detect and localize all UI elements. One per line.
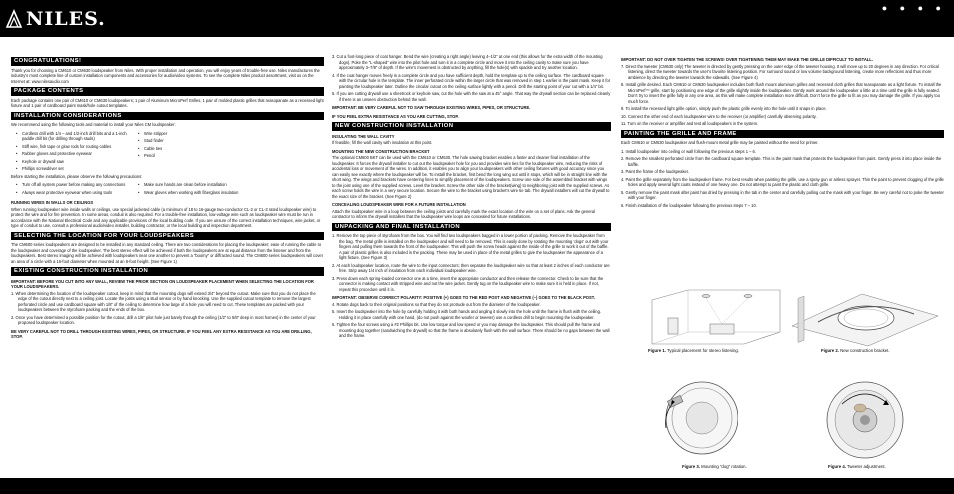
list-item: 3. Cut a foot-long piece of coat hanger. Bend the wire (creating a right angle) leaving 4–1/2” at one end (this allows for the extra width of the mounting dogs). Poke the “L-shaped” wire into the pilot hole and turn it in a complete circle and move it into the ceiling cavity to make sure you have approximately 3–7/8” of depth. If the wire’s movement is obstructed by anything, fill the hole(s) with spackle and try another location.	[332, 54, 603, 70]
list-item: • Always wear protective eyewear when using tools	[22, 190, 127, 196]
subheading-running-wires: RUNNING WIRES IN WALLS OR CEILINGS	[11, 200, 94, 205]
congratulations-text: Thank you for choosing a CM610 or CM630 loudspeaker from Niles. With proper installation and operation, you will enjoy years of trouble-free use. Niles manufactures the industry’s most complete line of custom installation components and accessories for audio/video systems. To see the complete Niles product assortment, visit us on the Internet at: www.nilesaudio.com	[11, 67, 320, 84]
subheading-mounting-bracket: MOUNTING THE NEW CONSTRUCTION BRACKET	[332, 148, 430, 154]
list-item: 9. To install the recessed light grille option, simply push the plastic grille evenly into the hole until it snaps in place.	[621, 106, 827, 111]
column-middle	[332, 54, 611, 341]
list-item: 5. Gently remove the paint mask after paint has dried by pressing in the tab in the center and carefully pulling out the mask with your finger. Be very careful not to poke the tweeter with your finger.	[621, 189, 944, 200]
concealing-wire-text: Attach the loudspeaker wire in a loop between the ceiling joists and carefully mark the exact location of the wire on a set of plans. Ask the general contractor to inform the drywall installers that the loudspeaker wire loops are concealed for future installations.	[332, 208, 596, 219]
list-item: 7. Direct the tweeter (CM630 only) The tweeter is directed by gently pressing on the outer edge of the tweeter housing. It will move up to 20 degrees in any direction. For critical listening, direct the tweeter towards the user’s favorite listening position. For surround sound or low volume background listening, create more reflections and thus more ambience by directing the tweeter towards the sidewalls. (See Figure 4)	[621, 63, 939, 80]
resistance-warning: IF YOU FEEL EXTRA RESISTANCE AS YOU ARE CUTTING, STOP.	[332, 113, 459, 119]
list-item: • Keyhole or drywall saw	[22, 159, 127, 165]
existing-steps-continued	[332, 54, 611, 102]
list-item: • Stiff wire, fish tape or glow rods for routing cables	[22, 144, 127, 150]
list-item: 2. At each loudspeaker location, route the wire to the input connectors; then separate the loudspeaker wire so that at least 2 inches of each conductor are free. Strip away 1/4 inch of insulation from each individual loudspeaker wire.	[332, 262, 610, 273]
precautions-list-right	[133, 182, 253, 197]
list-item: 2. Once you have determined a possible position for the cutout, drill a 1/8” pilot hole just barely through the ceiling (1/2” to 5/8” deep in most homes) in the center of your proposed loudspeaker location.	[11, 314, 316, 325]
list-item: 6. Tighten the four screws using a #2 Phillips bit. Use low torque and low speed or you may damage the loudspeaker. This should pull the frame and mounting dog together (sandwiching the drywall) so that the frame is absolutely flush with the wall surface. There should be no gaps between the wall and the frame.	[332, 322, 610, 338]
painting-intro: Each CM610 or CM630 loudspeaker and flush-mount metal grille may be painted without the need for primer.	[621, 140, 819, 145]
figure-4-caption	[828, 464, 886, 469]
figure-4-tweeter-diagram	[820, 378, 910, 462]
existing-steps	[11, 291, 324, 326]
list-item: • Stud finder	[144, 138, 253, 144]
selecting-location-text: The CM600 series loudspeakers are designed to be installed in any standard ceiling. There are two considerations for placing the loudspeaker; ease of running the cable to the loudspeaker and coverage of the loudspeaker. The best stereo effect will be achieved if both the loudspeakers are at equal distance from the listener and from the loudspeakers. Best stereo imaging will be achieved with loudspeakers near one another to prevent a “boomy” or diffracted sound. The CM600 series loudspeakers will cover an area of a circle with a 16-foot diameter when mounted at an 8-foot height. (See Figure 1)	[11, 242, 324, 264]
list-item: 11. Turn on the receiver or amplifier and test all loudspeakers in the system.	[621, 121, 759, 126]
section-header-new-construction: NEW CONSTRUCTION INSTALLATION	[332, 122, 611, 131]
subheading-insulating: INSULATING THE WALL CAVITY	[332, 133, 395, 139]
figure-4-number: Figure 4.	[828, 464, 846, 469]
existing-important: IMPORTANT: BEFORE YOU CUT INTO ANY WALL, REVIEW THE PRIOR SECTION ON LOUDSPEAKER PLACEMENT WHEN SELECTING THE LOCATION FOR YOUR LOUDSPEAKERS.	[11, 278, 314, 289]
list-item: • Phillips screwdriver set	[22, 166, 127, 172]
list-item: • Pencil	[144, 153, 253, 159]
running-wires-text: When running loudspeaker wire inside walls or ceilings, use special jacketed cable (a minimum of 18 to 16-gauge two-conductor CL-2 or CL-3 rated loudspeaker wire) to protect the wire and for fire prevention. In some areas, conduit is also required. For a trouble-free installation, low-voltage wire such as loudspeaker wire must be run in accordance with the National Electrical Code and any applicable provisions of the local building code. If you are unsure of the correct installation techniques, wire jacket, or type of conduit to use, consult a professional audio/video installer, building contractor, or the local building and inspection department.	[11, 206, 321, 228]
final-steps	[621, 64, 944, 127]
tools-list-left	[11, 131, 127, 174]
tools-list	[11, 131, 324, 174]
figure-4-text: Tweeter adjustment.	[847, 464, 886, 469]
list-item: • Rubber gloves and protective eyewear	[22, 151, 127, 157]
list-item: 4. If the coat hanger moves freely in a complete circle and you have sufficient depth, hold the template up to the ceiling surface. The cardboard square with the circular hole is the template. The inner perforated circle within the larger circle that was removed in step 1 earlier is the paint mask. Keep it for painting the loudspeaker later. Outline the circular cutout on the ceiling surface lightly with a pencil. Drill the starting point of your cut with a 1/4” bit.	[332, 72, 611, 89]
brand-name: NILES.	[26, 8, 106, 30]
precautions-intro: Before starting the installation, please observe the following precautions:	[11, 173, 143, 179]
figures-area	[648, 286, 944, 472]
section-header-congratulations: CONGRATULATIONS!	[11, 57, 324, 66]
list-item: • Make sure hands are clean before installation	[144, 182, 253, 188]
section-header-painting: PAINTING THE GRILLE AND FRAME	[621, 130, 944, 139]
list-item: 4. Rotate dogs back to their original positions so that they do not protrude out from the diameter of the loudspeaker.	[332, 301, 541, 307]
precautions-list	[11, 182, 324, 197]
figure-2-bracket-diagram	[788, 286, 944, 348]
section-header-installation-considerations: INSTALLATION CONSIDERATIONS	[11, 112, 324, 121]
column-right	[621, 54, 944, 210]
figure-1-room-diagram	[648, 288, 786, 346]
figure-3-caption	[682, 464, 747, 469]
painting-steps	[621, 149, 944, 209]
niles-emblem-icon	[5, 9, 23, 29]
list-item: 1. Remove the top piece of styrofoam from the box. You will find two loudspeakers bagged in a lower portion of packing. Remove the loudspeaker from the bag. The metal grille is installed on the loudspeaker and will need to be removed. This is easily done by rotating the mounting ‘dogs’ out with your fingers and pulling them towards the front of the loudspeaker. This will push the screw heads against the inside of the grille to work it out of the baffle. A pair of plastic grilles is also included in the packing. These may be used in place of the metal grilles to give the loudspeaker the appearance of a light fixture. (See Figure 3)	[332, 233, 609, 260]
list-item: 10. Connect the other end of each loudspeaker wire to the receiver (or amplifier) carefully observing polarity.	[621, 113, 817, 119]
insulating-text: If feasible, fill the wall cavity with insulation at this point.	[332, 140, 433, 145]
subheading-concealing-wire: CONCEALING LOUDSPEAKER WIRE FOR A FUTURE INSTALLATION	[332, 202, 466, 207]
figure-2-caption	[821, 348, 890, 353]
figure-3-mounting-dog-diagram	[662, 378, 738, 460]
section-header-unpacking: UNPACKING AND FINAL INSTALLATION	[332, 223, 611, 232]
unpacking-steps	[332, 233, 611, 292]
list-item: 1. Install loudspeaker into ceiling or wall following the previous steps 1 – 6.	[621, 148, 756, 154]
mounting-bracket-text: The optional CM600 BKT can be used with the CM610 or CM630. The hole sawing bracket enables a faster and cleaner final installation of the loudspeaker. It forces the drywall installer to cut out the loudspeaker hole for you and provides wire ties for the loudspeaker wire, reducing the risks of accidental loss or movement of the wires. In addition, it enables you to align your loudspeakers with other ceiling fixtures with good accuracy since you can easily see exactly where the loudspeaker will be. To install the bracket, first bend the long wing out until it stops, which will be in straight line with the short wing. The wings and brackets have centering lines to simplify placement of the loudspeakers. Screw one side of the assembled bracket with wings to the joist using one of the supplied screws. Level the bracket. Screw the other side of the bracket(wing) to neighboring joist with the supplied screws. As each screw holds the wire in a very secure location. Secure the wire to the bracket using bracket’s wire tie tab. The drywall installers will cut the drywall to the exact size of the bracket. (See Figure 2)	[332, 155, 610, 199]
installation-intro: We recommend using the following tools and material to install your Niles CM loudspeaker:	[11, 122, 176, 127]
list-item: 3. Paint the frame of the loudspeaker.	[621, 169, 690, 174]
list-item: 5. If you are cutting drywall use a sheetrock or keyhole saw, cut the hole with the saw at a 45° angle. That way the drywall section can be replaced cleanly if there is an unseen obstruction behind the wall.	[332, 91, 611, 102]
unpacking-steps-continued	[332, 302, 611, 339]
list-item: 4. Paint the grille separately from the loudspeaker frame. For best results when painting the grille, use a spray gun or airless sprayer. Thin the paint to prevent clogging of the grille holes and apply several light coats instead of one heavy one. Do not attempt to paint the plastic and cloth grille.	[621, 176, 944, 187]
list-item: 3. Press down each spring-loaded connector one at a time, insert the appropriate conductor and then release the connector. Check to be sure that the connector is making contact with stripped wire and not the wire jacket. Gently tug on the loudspeaker wire to make sure it is held in place. If not, repeat this procedure until it is.	[332, 275, 604, 292]
section-header-existing-construction: EXISTING CONSTRUCTION INSTALLATION	[11, 267, 324, 276]
list-item: • Wear gloves when working with fiberglass insulation	[144, 190, 253, 196]
figure-3-text: Mounting “dog” rotation.	[701, 464, 747, 469]
section-header-selecting-location: SELECTING THE LOCATION FOR YOUR LOUDSPEAKERS	[11, 232, 324, 241]
list-item: • Cordless drill with 1/4 – and 1/2-inch drill bits and a 1-inch paddle drill bit (for drilling through studs)	[22, 131, 127, 142]
list-item: • Wire stripper	[144, 131, 253, 137]
figure-3-number: Figure 3.	[682, 464, 700, 469]
figure-1-caption	[648, 348, 739, 353]
tools-list-right	[133, 131, 253, 174]
existing-warning: BE VERY CAREFUL NOT TO DRILL THROUGH EXISTING WIRES, PIPES, OR STRUCTURE. IF YOU FEEL ANY EXTRA RESISTANCE AS YOU ARE DRILLING, STOP.	[11, 328, 312, 339]
list-item: 6. Finish installation of the loudspeaker following the previous steps 7 – 10.	[621, 202, 757, 208]
list-item: 1. When determining the location of the loudspeaker cutout, keep in mind that the mounting dogs will extend 3/4” beyond the cutout. Make sure that you do not place the edge of the cutout directly next to a ceiling joist. Locate the joists using a stud sensor or by hand knocking. Use the supplied cutout template to remove the largest perforated circle and use cardboard square with 1/8” of the ceiling to determine how large of a hole you will need to cut. These templates are packed with your loudspeakers between the styrofoam packing and the ends of the box.	[11, 290, 316, 312]
list-item: 8. Install grille desired. Each CM610 or CM630 loudspeaker includes both flush mount aluminum grilles and recessed cloth grilles that reasopanate as a light fixture. To install the MicroPerf™ grille, start by positioning one edge of the grille slightly inside the loudspeaker. Gently work around the loudspeaker a little at a time until the grille is fully seated. Don’t try to insert the grille fully in any one area, as this will make complete installation more difficult. Don’t force the grille to fit as you may damage the grille. If you apply too much force.	[621, 82, 942, 104]
saw-warning: IMPORTANT: BE VERY CAREFUL NOT TO SAW THROUGH EXISTING WIRES, PIPES, OR STRUCTURE.	[332, 105, 531, 110]
header-bar	[0, 0, 954, 37]
list-item: 5. Insert the loudspeaker into the hole by carefully holding it with both hands and angling it slowly into the hole until the frame is flush with the ceiling. Holding it in place carefully with one hand, (do not push against the woofer or tweeter) use a cordless drill to begin mounting the loudspeaker.	[332, 309, 601, 320]
column-left	[11, 54, 324, 341]
list-item: 2. Remove the smallest perforated circle from the cardboard square template. This is the paint mask that protects the loudspeaker from paint. Gently press it into place inside the baffle.	[621, 156, 942, 167]
figure-1-number: Figure 1.	[648, 348, 666, 353]
list-item: • Turn off all system power before making any connections	[22, 182, 127, 188]
footer-bar	[0, 478, 954, 494]
package-contents-text: Each package contains one pair of CM610 or CM630 loudspeakers; 1 pair of Aluminum MicroPerf Grilles; 1 pair of molded plastic grilles that reasopanate as a recessed light fixture and 1 pair of cardboard paint mask/hole cutout templates.	[11, 97, 324, 108]
figure-2-number: Figure 2.	[821, 348, 839, 353]
overtighten-warning: IMPORTANT: DO NOT OVER TIGHTEN THE SCREWS! OVER TIGHTENING THEM MAY MAKE THE GRILLE DIFFICULT TO INSTALL.	[621, 57, 873, 62]
figure-1-text: Typical placement for stereo listening.	[667, 348, 739, 353]
niles-logo	[5, 8, 106, 30]
list-item: • Cable ties	[144, 146, 253, 152]
precautions-list-left	[11, 182, 127, 197]
section-header-package-contents: PACKAGE CONTENTS	[11, 87, 324, 96]
figure-2-text: New construction bracket.	[840, 348, 890, 353]
header-dots: ● ● ● ●	[881, 3, 946, 13]
polarity-warning: IMPORTANT: OBSERVE CORRECT POLARITY: POSITIVE (+) GOES TO THE RED POST AND NEGATIVE (–) GOES TO THE BLACK POST.	[332, 295, 595, 300]
